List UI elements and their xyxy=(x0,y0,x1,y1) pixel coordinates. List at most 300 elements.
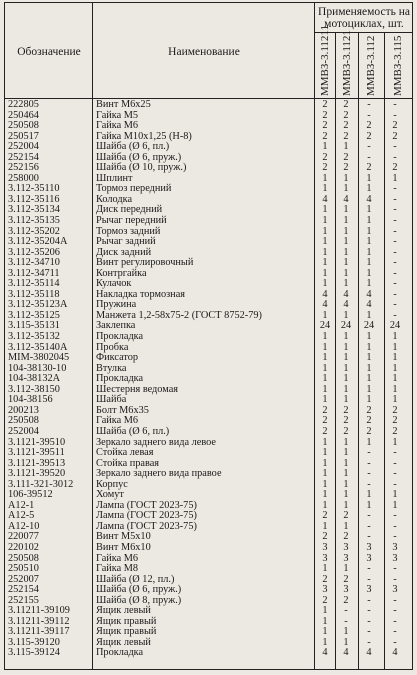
quantity-cell: 2 xyxy=(343,162,349,174)
quantity-cell: 1 xyxy=(343,499,349,511)
quantity-cell: 1 xyxy=(322,520,328,532)
quantity-cell: 2 xyxy=(322,120,328,132)
part-name: Гайка М5 xyxy=(96,109,139,121)
quantity-cell: 1 xyxy=(366,436,372,448)
part-designation: 104-38130-10 xyxy=(8,362,67,374)
table-row xyxy=(4,638,413,649)
table-row xyxy=(4,258,413,269)
model-header-2: ММВЗ-3.1121 xyxy=(341,30,353,96)
quantity-cell: 2 xyxy=(322,130,328,142)
quantity-cell: 2 xyxy=(366,415,372,427)
quantity-cell: 2 xyxy=(366,425,372,437)
quantity-cell: - xyxy=(367,615,371,627)
quantity-cell: 2 xyxy=(343,120,349,132)
part-name: Винт М6х25 xyxy=(96,99,151,110)
table-row xyxy=(4,132,413,143)
quantity-cell: 2 xyxy=(322,573,328,585)
quantity-cell: 2 xyxy=(343,99,349,110)
table-row xyxy=(4,522,413,533)
part-name: Пробка xyxy=(96,341,129,353)
quantity-cell: 1 xyxy=(322,457,328,469)
quantity-cell: 4 xyxy=(322,299,328,311)
part-name: Шестерня ведомая xyxy=(96,383,179,395)
part-name: Винт М6х10 xyxy=(96,541,151,553)
quantity-cell: 1 xyxy=(366,383,372,395)
table-row xyxy=(4,195,413,206)
quantity-cell: 1 xyxy=(343,309,349,321)
part-designation: 104-38156 xyxy=(8,394,53,406)
quantity-cell: - xyxy=(393,99,397,110)
quantity-cell: 2 xyxy=(392,130,398,142)
quantity-cell: 1 xyxy=(392,341,398,353)
quantity-cell: 1 xyxy=(392,383,398,395)
part-name: Лампа (ГОСТ 2023-75) xyxy=(96,510,197,522)
quantity-cell: 2 xyxy=(322,162,328,174)
quantity-cell: - xyxy=(367,563,371,575)
quantity-cell: 1 xyxy=(366,215,372,227)
part-name: Прокладка xyxy=(96,373,144,385)
part-name: Хомут xyxy=(96,489,124,501)
quantity-cell: - xyxy=(367,520,371,532)
part-name: Гайка М6 xyxy=(96,120,139,132)
part-name: Ящик правый xyxy=(96,615,157,627)
part-name: Лампа (ГОСТ 2023-75) xyxy=(96,520,197,532)
part-designation: 3.115-39124 xyxy=(8,647,60,659)
table-row xyxy=(4,163,413,174)
table-row xyxy=(4,248,413,259)
quantity-cell: 2 xyxy=(343,130,349,142)
part-name: Шайба (Ø 6, пл.) xyxy=(96,141,170,153)
table-row xyxy=(4,279,413,290)
quantity-cell: 2 xyxy=(322,425,328,437)
part-designation: 3.1121-39513 xyxy=(8,457,66,469)
table-row xyxy=(4,554,413,565)
part-name: Рычаг задний xyxy=(96,236,156,248)
quantity-cell: 4 xyxy=(366,193,372,205)
model-header-4: ММВЗ-3.115 xyxy=(392,35,404,96)
model-header-3: ММВЗ-3.112 xyxy=(365,35,377,96)
quantity-cell: 1 xyxy=(322,309,328,321)
quantity-cell: 1 xyxy=(366,362,372,374)
table-row xyxy=(4,427,413,438)
quantity-cell: - xyxy=(393,183,397,195)
quantity-cell: 1 xyxy=(366,373,372,385)
quantity-cell: 1 xyxy=(322,267,328,279)
quantity-cell: 2 xyxy=(343,404,349,416)
part-name: Кулачок xyxy=(96,278,132,290)
table-row xyxy=(4,184,413,195)
part-name: Лампа (ГОСТ 2023-75) xyxy=(96,499,197,511)
quantity-cell: 1 xyxy=(392,172,398,184)
quantity-cell: 1 xyxy=(322,352,328,364)
quantity-cell: 1 xyxy=(322,278,328,290)
part-designation: 3.112-35123А xyxy=(8,299,68,311)
quantity-cell: 1 xyxy=(322,373,328,385)
quantity-cell: 2 xyxy=(392,120,398,132)
quantity-cell: 1 xyxy=(322,383,328,395)
part-name: Гайка М8 xyxy=(96,563,139,575)
part-designation: 3.112-34710 xyxy=(8,257,60,269)
part-name: Диск передний xyxy=(96,204,163,216)
part-designation: 3.11211-39112 xyxy=(8,615,70,627)
quantity-cell: 2 xyxy=(343,573,349,585)
part-designation: 250510 xyxy=(8,563,39,575)
table-row xyxy=(4,532,413,543)
quantity-cell: - xyxy=(393,225,397,237)
part-designation: 3.11211-39109 xyxy=(8,605,70,617)
quantity-cell: 3 xyxy=(392,584,398,596)
quantity-cell: 1 xyxy=(343,267,349,279)
part-designation: 3.11211-39117 xyxy=(8,626,70,638)
quantity-cell: 1 xyxy=(366,183,372,195)
quantity-cell: 1 xyxy=(366,225,372,237)
quantity-cell: 1 xyxy=(343,172,349,184)
quantity-cell: 2 xyxy=(343,531,349,543)
quantity-cell: 3 xyxy=(343,584,349,596)
quantity-cell: 4 xyxy=(392,647,398,659)
quantity-cell: 1 xyxy=(343,278,349,290)
part-name: Шайба xyxy=(96,394,127,406)
quantity-cell: - xyxy=(393,510,397,522)
part-name: Зеркало заднего вида левое xyxy=(96,436,216,448)
quantity-cell: 4 xyxy=(343,288,349,300)
part-designation: 104-38132А xyxy=(8,373,61,385)
quantity-cell: - xyxy=(367,109,371,121)
quantity-cell: 1 xyxy=(343,489,349,501)
part-designation: 3.112-35206 xyxy=(8,246,60,258)
part-designation: 222805 xyxy=(8,99,39,110)
part-name: Зеркало заднего вида правое xyxy=(96,468,222,480)
part-designation: 200213 xyxy=(8,404,39,416)
table-bottom-border xyxy=(4,669,413,670)
quantity-cell: 2 xyxy=(366,404,372,416)
quantity-cell: 4 xyxy=(322,193,328,205)
quantity-cell: - xyxy=(393,299,397,311)
designation-header: Обозначение xyxy=(17,46,81,58)
quantity-cell: 1 xyxy=(322,141,328,153)
part-designation: 252154 xyxy=(8,584,39,596)
quantity-cell: 1 xyxy=(343,520,349,532)
quantity-cell: 3 xyxy=(366,584,372,596)
quantity-cell: 1 xyxy=(322,215,328,227)
quantity-cell: 4 xyxy=(322,288,328,300)
quantity-cell: - xyxy=(393,309,397,321)
quantity-cell: 2 xyxy=(392,425,398,437)
part-name: Прокладка xyxy=(96,331,144,343)
header-bottom-border xyxy=(4,98,413,99)
quantity-cell: 1 xyxy=(322,436,328,448)
part-name: Прокладка xyxy=(96,647,144,659)
quantity-cell: 2 xyxy=(322,99,328,110)
table-row xyxy=(4,142,413,153)
quantity-cell: 1 xyxy=(343,373,349,385)
quantity-cell: - xyxy=(367,447,371,459)
table-row xyxy=(4,216,413,227)
table-body xyxy=(4,100,413,659)
quantity-cell: 2 xyxy=(366,162,372,174)
quantity-cell: 1 xyxy=(392,436,398,448)
quantity-cell: 1 xyxy=(366,204,372,216)
quantity-cell: - xyxy=(393,204,397,216)
table-row xyxy=(4,406,413,417)
part-designation: 250508 xyxy=(8,552,39,564)
quantity-cell: 1 xyxy=(366,267,372,279)
quantity-cell: 1 xyxy=(322,225,328,237)
table-row xyxy=(4,416,413,427)
quantity-cell: 1 xyxy=(322,489,328,501)
quantity-cell: 1 xyxy=(322,447,328,459)
quantity-cell: 1 xyxy=(366,172,372,184)
part-name: Корпус xyxy=(96,478,128,490)
quantity-cell: 2 xyxy=(343,425,349,437)
quantity-cell: - xyxy=(393,215,397,227)
quantity-cell: - xyxy=(393,636,397,648)
table-top-border xyxy=(4,2,413,3)
quantity-cell: 1 xyxy=(343,331,349,343)
quantity-cell: - xyxy=(367,531,371,543)
part-name: Шайба (Ø 6, пл.) xyxy=(96,425,170,437)
quantity-cell: - xyxy=(393,109,397,121)
quantity-cell: 1 xyxy=(343,204,349,216)
part-name: Шайба (Ø 6, пруж.) xyxy=(96,151,182,163)
part-designation: 3.115-39120 xyxy=(8,636,60,648)
quantity-cell: - xyxy=(393,236,397,248)
quantity-cell: 2 xyxy=(322,594,328,606)
quantity-cell: 1 xyxy=(322,636,328,648)
table-row xyxy=(4,311,413,322)
quantity-cell: - xyxy=(367,636,371,648)
quantity-cell: - xyxy=(367,510,371,522)
quantity-cell: 2 xyxy=(322,531,328,543)
quantity-cell: 1 xyxy=(343,225,349,237)
quantity-cell: 1 xyxy=(322,172,328,184)
quantity-cell: 4 xyxy=(366,299,372,311)
quantity-cell: - xyxy=(393,288,397,300)
table-row xyxy=(4,438,413,449)
part-designation: 3.112-35114 xyxy=(8,278,60,290)
quantity-cell: 1 xyxy=(343,563,349,575)
part-name: Рычаг передний xyxy=(96,215,167,227)
quantity-cell: - xyxy=(367,457,371,469)
part-name: Шайба (Ø 12, пл.) xyxy=(96,573,175,585)
table-row xyxy=(4,480,413,491)
part-designation: 3.112-35134 xyxy=(8,204,60,216)
quantity-cell: 2 xyxy=(343,510,349,522)
part-name: Стойка левая xyxy=(96,447,154,459)
quantity-cell: 1 xyxy=(343,141,349,153)
part-name: Колодка xyxy=(96,193,133,205)
quantity-cell: 1 xyxy=(343,362,349,374)
part-name: Гайка М6 xyxy=(96,415,139,427)
quantity-cell: 1 xyxy=(392,373,398,385)
part-designation: 3.1121-39511 xyxy=(8,447,65,459)
part-designation: МІМ-3802045 xyxy=(8,352,70,364)
quantity-cell: 1 xyxy=(392,489,398,501)
quantity-cell: - xyxy=(393,573,397,585)
quantity-cell: 1 xyxy=(322,478,328,490)
table-row xyxy=(4,543,413,554)
quantity-cell: 1 xyxy=(343,457,349,469)
quantity-cell: 1 xyxy=(322,183,328,195)
quantity-cell: 2 xyxy=(322,415,328,427)
table-row xyxy=(4,648,413,659)
quantity-cell: 1 xyxy=(366,499,372,511)
quantity-cell: 1 xyxy=(322,331,328,343)
table-row xyxy=(4,121,413,132)
quantity-cell: 1 xyxy=(343,246,349,258)
quantity-cell: 3 xyxy=(322,552,328,564)
applicability-header-line2: мотоциклах, шт. xyxy=(324,18,404,30)
quantity-cell: 1 xyxy=(322,615,328,627)
part-name: Тормоз передний xyxy=(96,183,172,195)
part-designation: 3.115-35131 xyxy=(8,320,60,332)
quantity-cell: 1 xyxy=(366,489,372,501)
quantity-cell: 1 xyxy=(392,394,398,406)
quantity-cell: 1 xyxy=(366,246,372,258)
part-designation: 3.112-35204А xyxy=(8,236,68,248)
quantity-cell: - xyxy=(393,605,397,617)
quantity-cell: 4 xyxy=(343,299,349,311)
quantity-cell: - xyxy=(393,246,397,258)
quantity-cell: - xyxy=(367,468,371,480)
quantity-cell: 1 xyxy=(343,215,349,227)
quantity-cell: 1 xyxy=(322,605,328,617)
table-row xyxy=(4,395,413,406)
applicability-header-line1: Применяемость на xyxy=(318,6,410,18)
quantity-cell: 1 xyxy=(343,447,349,459)
part-designation: А12-10 xyxy=(8,520,40,532)
quantity-cell: 3 xyxy=(322,584,328,596)
quantity-cell: - xyxy=(393,478,397,490)
quantity-cell: - xyxy=(367,626,371,638)
quantity-cell: 3 xyxy=(343,552,349,564)
table-row xyxy=(4,385,413,396)
part-designation: 250508 xyxy=(8,120,39,132)
quantity-cell: 1 xyxy=(322,468,328,480)
quantity-cell: 1 xyxy=(366,394,372,406)
quantity-cell: 1 xyxy=(392,352,398,364)
quantity-cell: 1 xyxy=(322,626,328,638)
part-designation: А12-5 xyxy=(8,510,35,522)
quantity-cell: - xyxy=(393,141,397,153)
quantity-cell: 4 xyxy=(366,288,372,300)
table-row xyxy=(4,448,413,459)
quantity-cell: 2 xyxy=(322,151,328,163)
table-row xyxy=(4,364,413,375)
part-designation: 3.112-35116 xyxy=(8,193,60,205)
table-row xyxy=(4,374,413,385)
table-row xyxy=(4,501,413,512)
quantity-cell: 1 xyxy=(322,341,328,353)
part-name: Шплинт xyxy=(96,172,133,184)
table-row xyxy=(4,237,413,248)
part-designation: 250517 xyxy=(8,130,39,142)
part-designation: 250464 xyxy=(8,109,39,121)
part-name: Тормоз задний xyxy=(96,225,161,237)
part-name: Диск задний xyxy=(96,246,152,258)
part-name: Винт регулировочный xyxy=(96,257,194,269)
quantity-cell: 1 xyxy=(392,362,398,374)
quantity-cell: 24 xyxy=(389,320,401,332)
table-row xyxy=(4,627,413,638)
quantity-cell: 1 xyxy=(322,257,328,269)
quantity-cell: 1 xyxy=(322,236,328,248)
quantity-cell: - xyxy=(344,605,348,617)
quantity-cell: 1 xyxy=(343,394,349,406)
part-designation: 252007 xyxy=(8,573,39,585)
table-row xyxy=(4,205,413,216)
table-row xyxy=(4,585,413,596)
quantity-cell: - xyxy=(367,99,371,110)
name-header: Наименование xyxy=(168,46,240,58)
quantity-cell: 1 xyxy=(366,331,372,343)
part-designation: 252004 xyxy=(8,141,39,153)
table-row xyxy=(4,511,413,522)
part-name: Винт М5х10 xyxy=(96,531,151,543)
quantity-cell: - xyxy=(393,193,397,205)
part-designation: 258000 xyxy=(8,172,39,184)
quantity-cell: - xyxy=(393,563,397,575)
quantity-cell: 1 xyxy=(322,204,328,216)
part-designation: 3.112-35125 xyxy=(8,309,60,321)
table-row xyxy=(4,111,413,122)
quantity-cell: 1 xyxy=(343,636,349,648)
part-designation: 252154 xyxy=(8,151,39,163)
quantity-cell: 1 xyxy=(322,246,328,258)
quantity-cell: 3 xyxy=(343,541,349,553)
part-designation: А12-1 xyxy=(8,499,35,511)
quantity-cell: 2 xyxy=(392,404,398,416)
part-name: Ящик левый xyxy=(96,636,151,648)
quantity-cell: - xyxy=(367,141,371,153)
quantity-cell: 1 xyxy=(366,352,372,364)
quantity-cell: 2 xyxy=(392,415,398,427)
quantity-cell: 2 xyxy=(343,151,349,163)
quantity-cell: 1 xyxy=(343,626,349,638)
table-row xyxy=(4,332,413,343)
quantity-cell: - xyxy=(393,151,397,163)
quantity-cell: 1 xyxy=(343,183,349,195)
quantity-cell: 4 xyxy=(343,647,349,659)
quantity-cell: 1 xyxy=(322,563,328,575)
quantity-cell: 3 xyxy=(366,541,372,553)
quantity-cell: 1 xyxy=(343,436,349,448)
quantity-cell: - xyxy=(367,478,371,490)
table-row xyxy=(4,100,413,111)
part-designation: 3.1121-39520 xyxy=(8,468,66,480)
table-row xyxy=(4,321,413,332)
part-designation: 3.112-35135 xyxy=(8,215,60,227)
quantity-cell: 2 xyxy=(366,120,372,132)
quantity-cell: 4 xyxy=(322,647,328,659)
part-name: Фиксатор xyxy=(96,352,139,364)
quantity-cell: 3 xyxy=(322,541,328,553)
part-name: Ящик левый xyxy=(96,605,151,617)
part-designation: 3.112-34711 xyxy=(8,267,60,279)
quantity-cell: - xyxy=(393,468,397,480)
quantity-cell: 1 xyxy=(366,278,372,290)
quantity-cell: 1 xyxy=(322,362,328,374)
quantity-cell: 1 xyxy=(366,257,372,269)
quantity-cell: - xyxy=(393,257,397,269)
part-designation: 3.112-35132 xyxy=(8,331,60,343)
part-name: Контргайка xyxy=(96,267,147,279)
part-name: Пружина xyxy=(96,299,137,311)
quantity-cell: 1 xyxy=(366,236,372,248)
table-row xyxy=(4,269,413,280)
quantity-cell: 1 xyxy=(343,236,349,248)
quantity-cell: 1 xyxy=(343,341,349,353)
